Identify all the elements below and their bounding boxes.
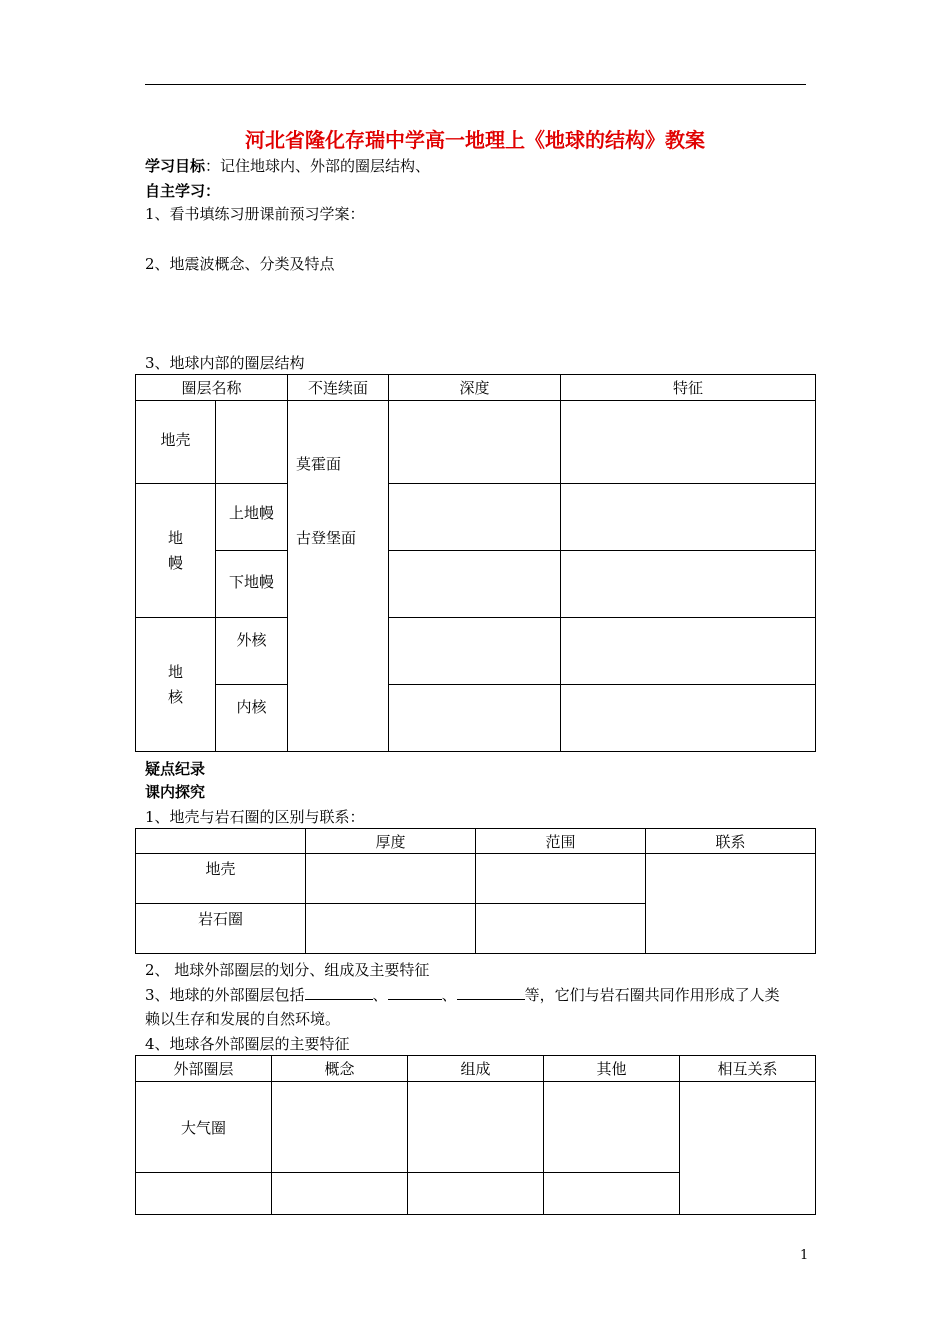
class-explore-heading: 课内探究 <box>145 783 206 801</box>
inner-core-feature[interactable] <box>561 685 816 752</box>
upper-mantle-cell: 上地幔 <box>216 484 288 551</box>
doubts-heading: 疑点纪录 <box>145 760 206 778</box>
t3-header-relation: 相互关系 <box>680 1056 816 1082</box>
t2-header-thickness: 厚度 <box>306 829 476 854</box>
outer-core-cell: 外核 <box>216 618 288 685</box>
page-title: 河北省隆化存瑞中学高一地理上《地球的结构》教案 <box>245 128 705 152</box>
inner-core-cell: 内核 <box>216 685 288 752</box>
explore-3-prefix: 3、地球的外部圈层包括 <box>145 986 305 1004</box>
question-2: 2、地震波概念、分类及特点 <box>145 255 335 273</box>
core-cell: 地 核 <box>136 618 216 752</box>
moho-label: 莫霍面 <box>296 455 342 473</box>
objective-line <box>145 155 430 176</box>
crust-cell: 地壳 <box>136 401 216 484</box>
header-layer-name: 圈层名称 <box>136 375 288 401</box>
t2-header-blank <box>136 829 306 854</box>
t3-header-concept: 概念 <box>272 1056 408 1082</box>
gutenberg-label: 古登堡面 <box>296 529 357 547</box>
question-1: 1、看书填练习册课前预习学案： <box>145 205 365 223</box>
t3-row2-other[interactable] <box>544 1173 680 1215</box>
sep-2: 、 <box>441 986 457 1004</box>
outer-layers-table <box>135 1055 816 1215</box>
objective-text: ：记住地球内、外部的圈层结构、 <box>205 157 431 175</box>
t2-litho-thickness[interactable] <box>306 904 476 954</box>
t2-relation-cell[interactable] <box>646 854 816 954</box>
explore-3-line2: 赖以生存和发展的自然环境。 <box>145 1010 341 1028</box>
explore-3-suffix: 等，它们与岩石圈共同作用形成了人类 <box>524 986 780 1004</box>
explore-2: 2、 地球外部圈层的划分、组成及主要特征 <box>145 961 430 979</box>
objective-label: 学习目标 <box>145 157 206 175</box>
blank-1[interactable] <box>305 985 373 1000</box>
outer-core-feature[interactable] <box>561 618 816 685</box>
explore-3 <box>145 984 780 1005</box>
explore-1: 1、地壳与岩石圈的区别与联系： <box>145 808 365 826</box>
blank-3[interactable] <box>457 985 525 1000</box>
discontinuity-cell <box>288 401 389 752</box>
t2-row-crust: 地壳 <box>136 854 306 904</box>
question-3: 3、地球内部的圈层结构 <box>145 354 305 372</box>
blank-2[interactable] <box>388 985 442 1000</box>
crust-lithosphere-table <box>135 828 816 954</box>
inner-structure-table <box>135 374 816 752</box>
t3-atmo-other[interactable] <box>544 1082 680 1173</box>
t3-header-composition: 组成 <box>408 1056 544 1082</box>
upper-mantle-depth[interactable] <box>389 484 561 551</box>
sep-1: 、 <box>372 986 388 1004</box>
t2-header-range: 范围 <box>476 829 646 854</box>
t3-row2-layer[interactable] <box>136 1173 272 1215</box>
outer-core-depth[interactable] <box>389 618 561 685</box>
t3-row2-concept[interactable] <box>272 1173 408 1215</box>
t3-atmo-concept[interactable] <box>272 1082 408 1173</box>
t3-header-layer: 外部圈层 <box>136 1056 272 1082</box>
self-study-heading: 自主学习： <box>145 182 221 200</box>
t2-header-relation: 联系 <box>646 829 816 854</box>
t3-row-atmosphere: 大气圈 <box>136 1082 272 1173</box>
page-number: 1 <box>800 1248 809 1263</box>
t2-litho-range[interactable] <box>476 904 646 954</box>
crust-depth[interactable] <box>389 401 561 484</box>
lower-mantle-depth[interactable] <box>389 551 561 618</box>
inner-core-depth[interactable] <box>389 685 561 752</box>
header-discontinuity: 不连续面 <box>288 375 389 401</box>
t2-crust-range[interactable] <box>476 854 646 904</box>
mantle-cell: 地 幔 <box>136 484 216 618</box>
t3-atmo-composition[interactable] <box>408 1082 544 1173</box>
crust-feature[interactable] <box>561 401 816 484</box>
explore-4: 4、地球各外部圈层的主要特征 <box>145 1035 350 1053</box>
t3-row2-composition[interactable] <box>408 1173 544 1215</box>
header-feature: 特征 <box>561 375 816 401</box>
t3-relation-cell[interactable] <box>680 1082 816 1215</box>
upper-mantle-feature[interactable] <box>561 484 816 551</box>
t2-row-lithosphere: 岩石圈 <box>136 904 306 954</box>
t3-header-other: 其他 <box>544 1056 680 1082</box>
header-rule <box>145 84 806 85</box>
lower-mantle-cell: 下地幔 <box>216 551 288 618</box>
crust-sub-cell <box>216 401 288 484</box>
header-depth: 深度 <box>389 375 561 401</box>
t2-crust-thickness[interactable] <box>306 854 476 904</box>
lower-mantle-feature[interactable] <box>561 551 816 618</box>
